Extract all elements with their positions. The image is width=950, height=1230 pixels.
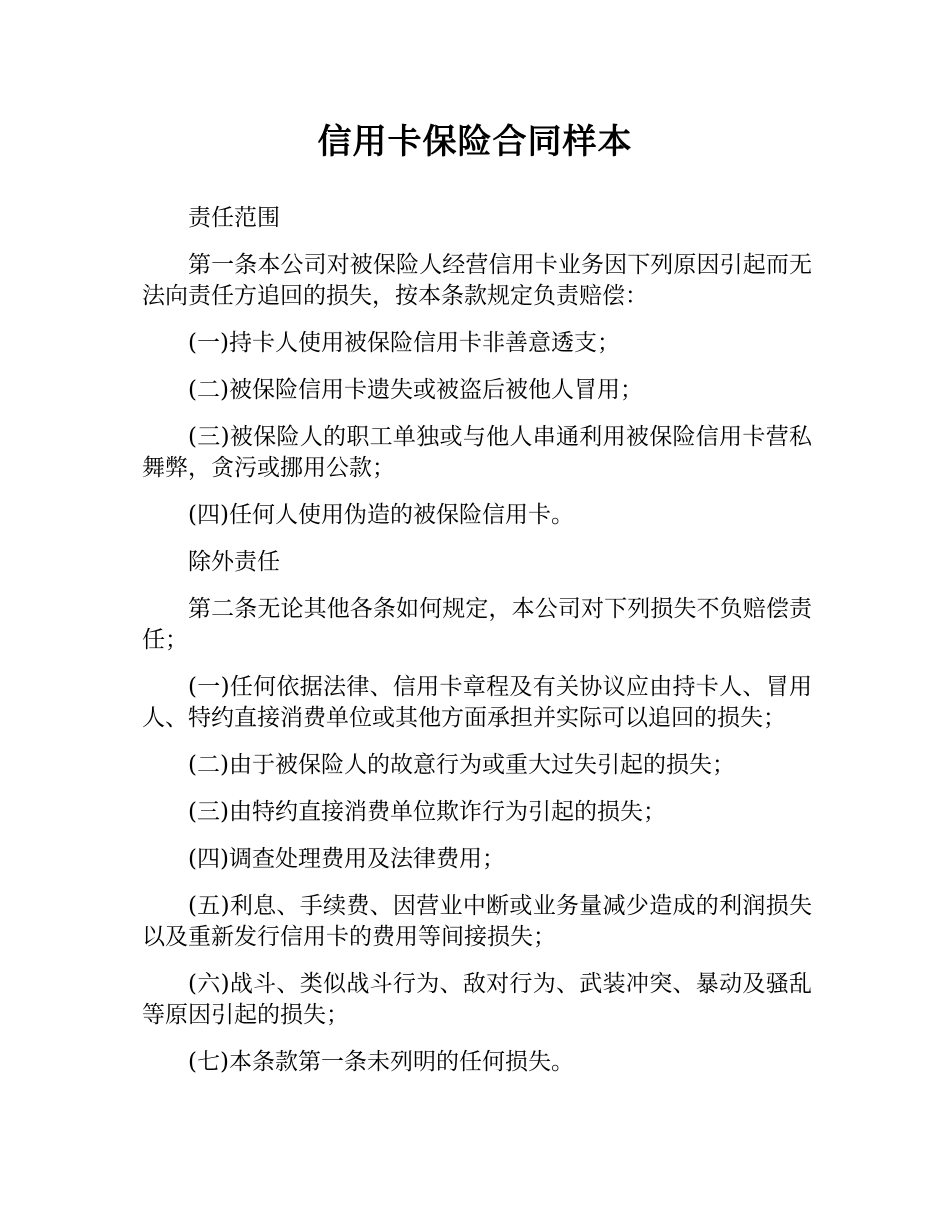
article-2: 第二条无论其他各条如何规定，本公司对下列损失不负赔偿责任； <box>142 596 812 653</box>
article-2-item-2: (二)由于被保险人的故意行为或重大过失引起的损失； <box>188 752 735 778</box>
article-1-item-3: (三)被保险人的职工单独或与他人串通利用被保险信用卡营私舞弊，贪污或挪用公款； <box>142 424 812 481</box>
section-heading-exclusions: 除外责任 <box>188 549 280 575</box>
article-1: 第一条本公司对被保险人经营信用卡业务因下列原因引起而无法向责任方追回的损失，按本条款规定负责赔偿： <box>142 252 812 309</box>
article-1-item-1: (一)持卡人使用被保险信用卡非善意透支； <box>188 330 620 356</box>
document-body <box>142 203 812 1094</box>
article-1-item-2: (二)被保险信用卡遗失或被盗后被他人冒用； <box>188 377 643 403</box>
article-2-item-1: (一)任何依据法律、信用卡章程及有关协议应由持卡人、冒用人、特约直接消费单位或其他方面承担并实际可以追回的损失； <box>142 674 812 731</box>
article-2-item-6: (六)战斗、类似战斗行为、敌对行为、武装冲突、暴动及骚乱等原因引起的损失； <box>142 971 812 1028</box>
page-title: 信用卡保险合同样本 <box>317 122 633 162</box>
section-heading-coverage: 责任范围 <box>188 205 280 231</box>
article-2-item-4: (四)调查处理费用及法律费用； <box>188 846 505 872</box>
article-2-item-5: (五)利息、手续费、因营业中断或业务量减少造成的利润损失以及重新发行信用卡的费用等间接损失； <box>142 893 812 950</box>
article-2-item-3: (三)由特约直接消费单位欺诈行为引起的损失； <box>188 799 666 825</box>
article-1-item-4: (四)任何人使用伪造的被保险信用卡。 <box>188 502 574 528</box>
article-2-item-7: (七)本条款第一条未列明的任何损失。 <box>188 1049 574 1075</box>
